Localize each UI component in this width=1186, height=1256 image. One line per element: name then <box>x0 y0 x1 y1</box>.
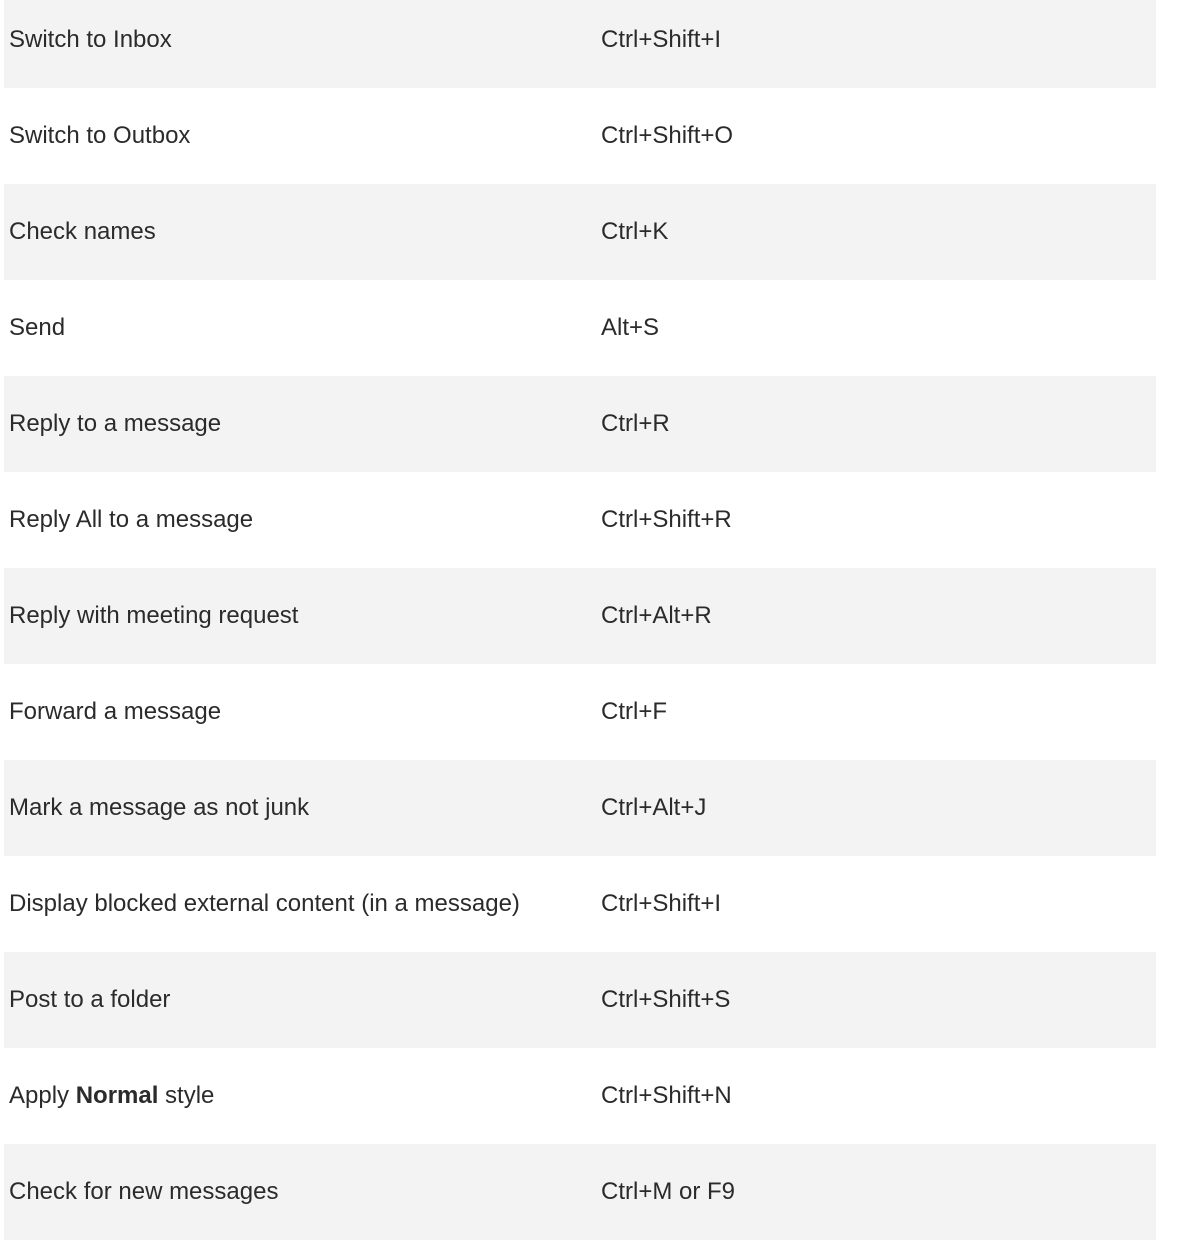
shortcut-action: Forward a message <box>9 698 222 725</box>
table-row <box>4 1144 1156 1240</box>
shortcut-keys: Ctrl+Shift+S <box>601 986 731 1013</box>
shortcut-keys: Ctrl+Shift+R <box>601 506 732 533</box>
shortcut-keys: Ctrl+F <box>601 698 667 725</box>
shortcut-keys: Ctrl+K <box>601 218 669 245</box>
table-row <box>4 280 1156 376</box>
shortcut-keys: Ctrl+Shift+N <box>601 1082 732 1109</box>
shortcut-keys: Ctrl+M or F9 <box>601 1178 736 1205</box>
table-row <box>4 664 1156 760</box>
shortcut-action: Post to a folder <box>9 986 171 1013</box>
shortcut-action: Switch to Inbox <box>9 26 172 53</box>
shortcut-keys: Ctrl+Shift+O <box>601 122 734 149</box>
shortcut-action: Reply with meeting request <box>9 602 299 629</box>
shortcut-action: Check names <box>9 218 156 245</box>
table-row <box>4 760 1156 856</box>
shortcut-action: Reply All to a message <box>9 506 254 533</box>
table-row <box>4 952 1156 1048</box>
shortcuts-table-body <box>4 0 1156 1240</box>
shortcut-action: Send <box>9 314 66 341</box>
shortcut-keys: Ctrl+Alt+J <box>601 794 707 821</box>
table-row <box>4 472 1156 568</box>
shortcut-keys: Ctrl+R <box>601 410 670 437</box>
action-prefix: Apply <box>9 1082 76 1109</box>
table-row <box>4 1048 1156 1144</box>
shortcut-keys: Ctrl+Shift+I <box>601 890 722 917</box>
table-row <box>4 376 1156 472</box>
table-row <box>4 0 1156 88</box>
shortcut-action: Display blocked external content (in a message) <box>9 890 520 917</box>
shortcut-action: Mark a message as not junk <box>9 794 310 821</box>
shortcut-action <box>4 1048 596 1144</box>
shortcut-action: Check for new messages <box>9 1178 279 1205</box>
action-suffix: style <box>158 1082 215 1109</box>
shortcut-action: Switch to Outbox <box>9 122 191 149</box>
action-bold-term: Normal <box>75 1082 159 1109</box>
shortcut-action: Reply to a message <box>9 410 222 437</box>
table-row <box>4 568 1156 664</box>
keyboard-shortcuts-table <box>4 0 1156 1240</box>
shortcut-keys: Ctrl+Shift+I <box>601 26 722 53</box>
shortcut-keys: Ctrl+Alt+R <box>601 602 712 629</box>
table-row <box>4 856 1156 952</box>
table-row <box>4 184 1156 280</box>
shortcut-keys: Alt+S <box>601 314 660 341</box>
table-row <box>4 88 1156 184</box>
